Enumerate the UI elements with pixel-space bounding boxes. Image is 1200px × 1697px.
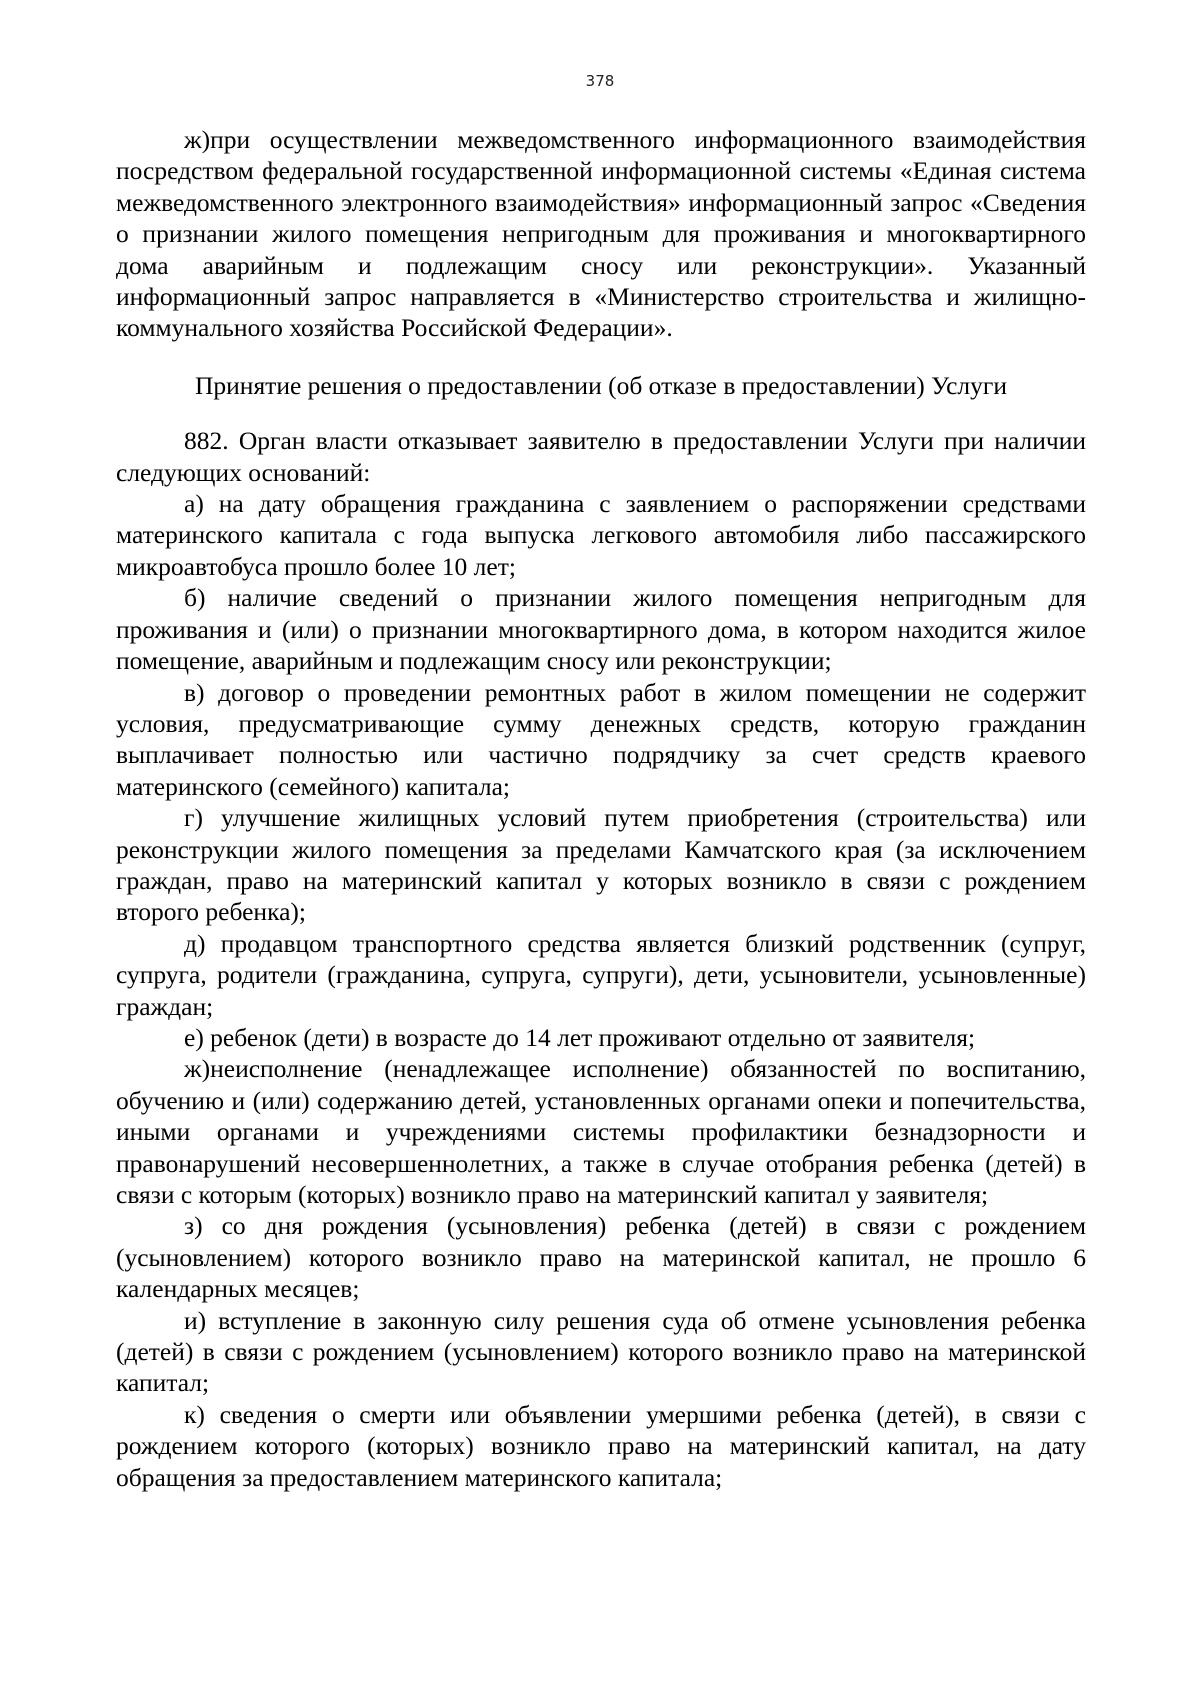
list-item-v: в) договор о проведении ремонтных работ в жилом помещении не содержит условия, предусматривающие сумму денежных средств, которую гражданин выплачивает полностью или частично подрядчику за счет средств краевого материнского (семейного) капитала; xyxy=(116,677,1086,801)
section-heading: Принятие решения о предоставлении (об отказе в предоставлении) Услуги xyxy=(194,370,1008,400)
list-item-k: к) сведения о смерти или объявлении умершими ребенка (детей), в связи с рождением которого (которых) возникло право на материнский капитал, на дату обращения за предоставлением материнского капитала; xyxy=(116,1399,1086,1492)
list-item-d: д) продавцом транспортного средства является близкий родственник (супруг, супруга, родители (гражданина, супруга, супруги), дети, усыновители, усыновленные) граждан; xyxy=(116,928,1086,1021)
paragraph-882: 882. Орган власти отказывает заявителю в предоставлении Услуги при наличии следующих оснований: xyxy=(116,426,1086,487)
list-item-g: г) улучшение жилищных условий путем приобретения (строительства) или реконструкции жилого помещения за пределами Камчатского края (за исключением граждан, право на материнский капитал у которых возникло в связи с рождением второго ребенка); xyxy=(116,803,1086,927)
document-body xyxy=(116,124,1086,1493)
list-item-z: з) со дня рождения (усыновления) ребенка (детей) в связи с рождением (усыновлением) которого возникло право на материнской капитал, не прошло 6 календарных месяцев; xyxy=(116,1211,1086,1304)
paragraph-zh-interagency: ж)при осуществлении межведомственного информационного взаимодействия посредством федеральной государственной информационной системы «Единая система межведомственного электронного взаимодействия» информационный запрос «Сведения о признании жилого помещения непригодным для проживания и многоквартирного дома аварийным и подлежащим сносу или реконструкции». Указанный информационный запрос направляется в «Министерство строительства и жилищно-коммунального хозяйства Российской Федерации». xyxy=(116,125,1086,343)
page-number: 378 xyxy=(585,72,615,90)
list-item-e: е) ребенок (дети) в возрасте до 14 лет проживают отдельно от заявителя; xyxy=(184,1022,976,1052)
list-item-zh: ж)неисполнение (ненадлежащее исполнение) обязанностей по воспитанию, обучению и (или) содержанию детей, установленных органами опеки и попечительства, иными органами и учреждениями системы профилактики безнадзорности и правонарушений несовершеннолетних, а также в случае отобрания ребенка (детей) в связи с которым (которых) возникло право на материнский капитал у заявителя; xyxy=(116,1054,1086,1209)
list-item-a: а) на дату обращения гражданина с заявлением о распоряжении средствами материнского капитала с года выпуска легкового автомобиля либо пассажирского микроавтобуса прошло более 10 лет; xyxy=(116,489,1086,581)
list-item-i: и) вступление в законную силу решения суда об отмене усыновления ребенка (детей) в связи с рождением (усыновлением) которого возникло право на материнской капитал; xyxy=(116,1305,1086,1398)
list-item-b: б) наличие сведений о признании жилого помещения непригодным для проживания и (или) о признании многоквартирного дома, в котором находится жилое помещение, аварийным и подлежащим сносу или реконструкции; xyxy=(116,583,1086,676)
